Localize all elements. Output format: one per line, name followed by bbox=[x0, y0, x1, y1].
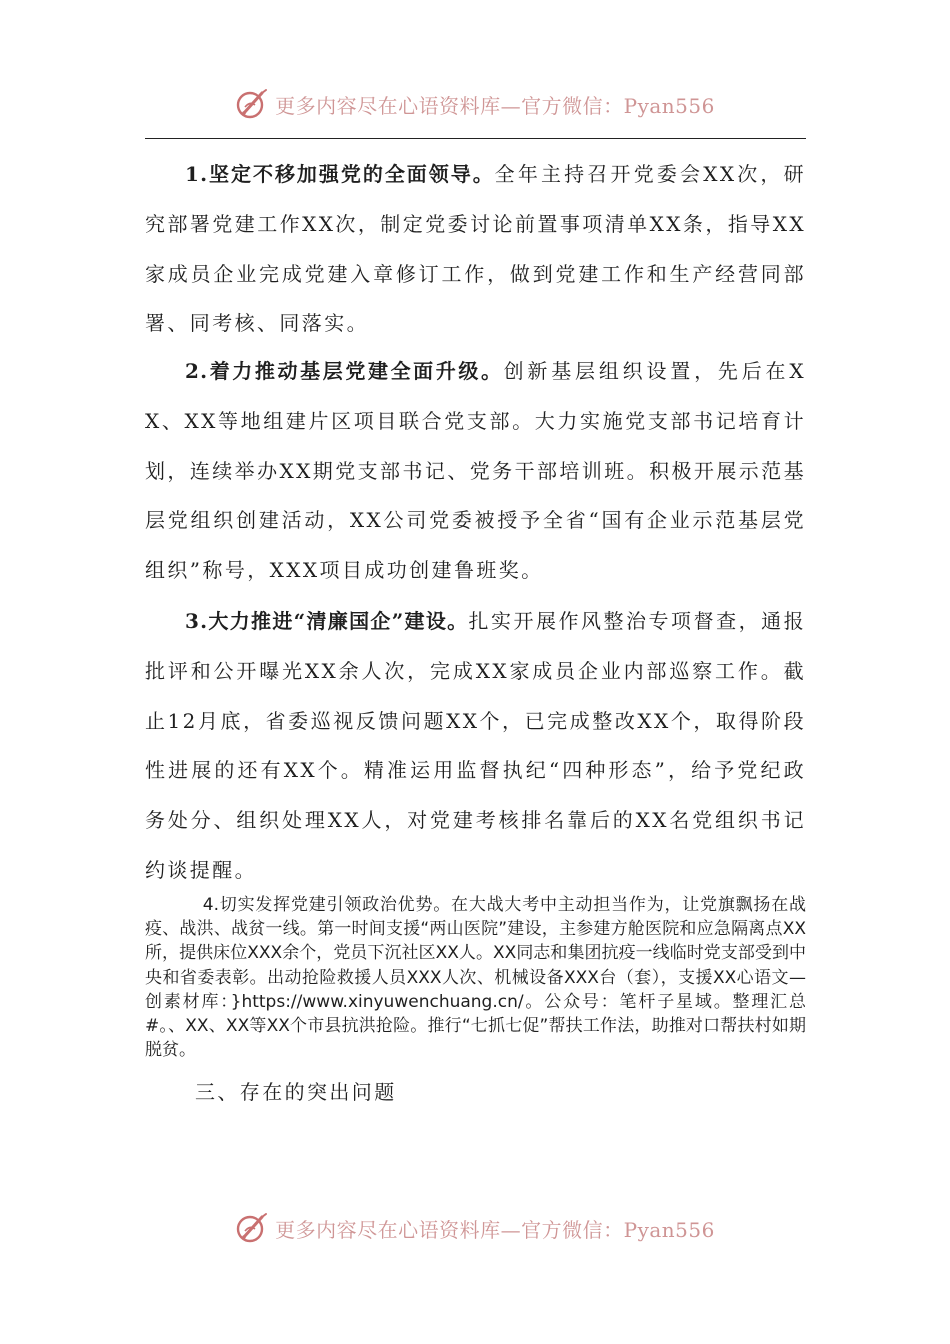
paragraph-1-lead: 1.坚定不移加强党的全面领导。 bbox=[185, 162, 495, 186]
paragraph-2 bbox=[145, 347, 806, 596]
paragraph-1 bbox=[145, 150, 806, 349]
pen-logo-icon bbox=[235, 87, 269, 121]
header-banner bbox=[0, 84, 950, 124]
paragraph-3-lead: 3.大力推进“清廉国企”建设。 bbox=[185, 609, 469, 633]
paragraph-3 bbox=[145, 597, 806, 896]
pen-logo-icon bbox=[235, 1211, 269, 1245]
footer-banner-text: 更多内容尽在心语资料库—官方微信：Pyan556 bbox=[275, 1217, 715, 1242]
paragraph-2-body: 创新基层组织设置，先后在XX、XX等地组建片区项目联合党支部。大力实施党支部书记培育计划，连续举办XX期党支部书记、党务干部培训班。积极开展示范基层党组织创建活动，XX公司党委被授予全省“国有企业示范基层党组织”称号，XXX项目成功创建鲁班奖。 bbox=[145, 359, 806, 583]
paragraph-4: 4.切实发挥党建引领政治优势。在大战大考中主动担当作为，让党旗飘扬在战疫、战洪、战贫一线。第一时间支援“两山医院”建设，主参建方舱医院和应急隔离点XX所，提供床位XXX余个，党员下沉社区XX人。XX同志和集团抗疫一线临时党支部受到中央和省委表彰。出动抢险救援人员XXX人次、机械设备XXX台（套），支援XX心语文—创素材库：}https://www.xinyuwenchuang.cn/。公众号：笔杆子星域。整理汇总#。、XX、XX等XX个市县抗洪抢险。推行“七抓七促”帮扶工作法，助推对口帮扶村如期脱贫。 bbox=[145, 895, 806, 1061]
header-divider bbox=[145, 138, 806, 139]
paragraph-2-lead: 2.着力推动基层党建全面升级。 bbox=[185, 359, 504, 383]
paragraph-1-body: 全年主持召开党委会XX次，研究部署党建工作XX次，制定党委讨论前置事项清单XX条，指导XX家成员企业完成党建入章修订工作，做到党建工作和生产经营同部署、同考核、同落实。 bbox=[145, 162, 806, 336]
paragraph-3-body: 扎实开展作风整治专项督查，通报批评和公开曝光XX余人次，完成XX家成员企业内部巡察工作。截止12月底，省委巡视反馈问题XX个，已完成整改XX个，取得阶段性进展的还有XX个。精准运用监督执纪“四种形态”，给予党纪政务处分、组织处理XX人，对党建考核排名靠后的XX名党组织书记约谈提醒。 bbox=[145, 609, 807, 882]
header-banner-text: 更多内容尽在心语资料库—官方微信：Pyan556 bbox=[275, 93, 715, 118]
footer-banner bbox=[0, 1208, 950, 1248]
section-heading: 三、存在的突出问题 bbox=[195, 1080, 397, 1104]
